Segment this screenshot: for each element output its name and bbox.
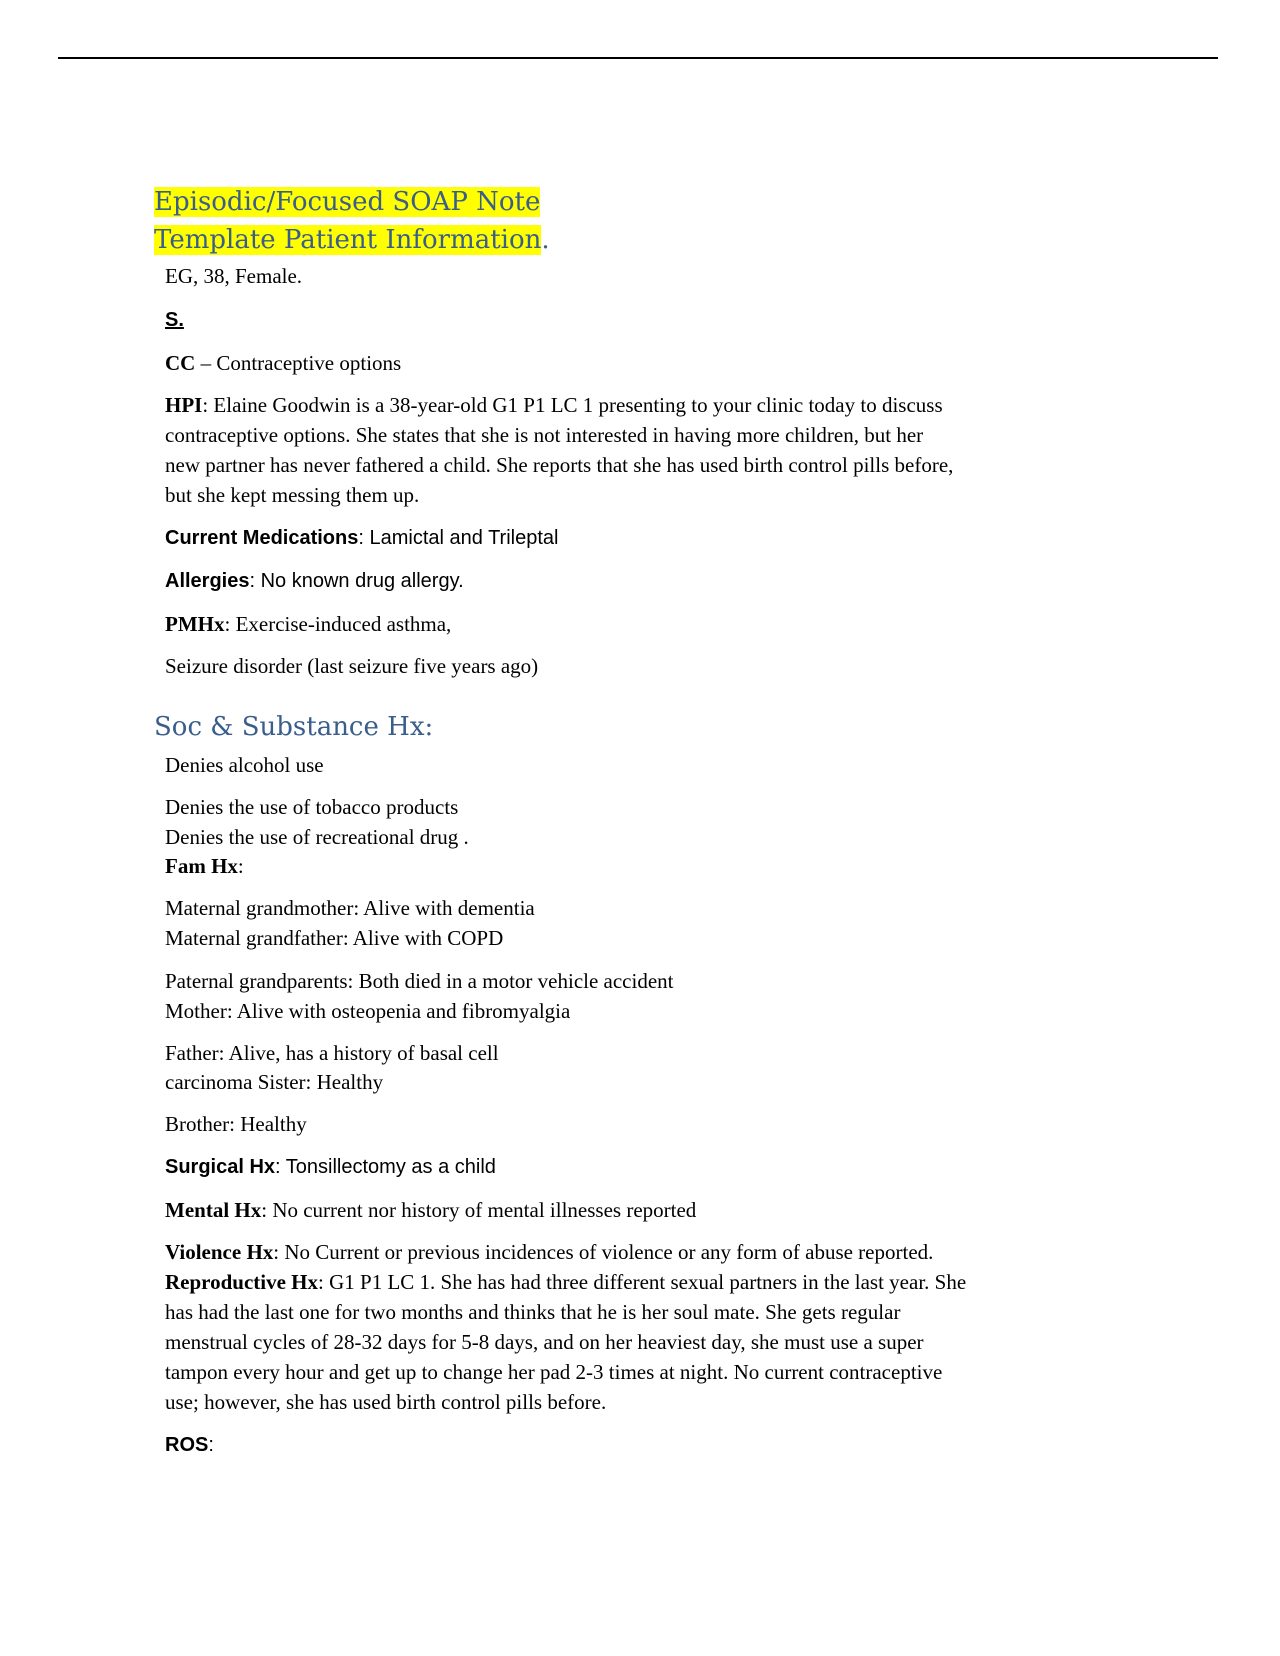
hpi-line: new partner has never fathered a child. She reports that she has used birth control pills before, [165, 453, 954, 477]
header-rule [58, 57, 1218, 59]
fam-item: carcinoma Sister: Healthy [165, 1070, 384, 1094]
document-title-line2: Template Patient Information. [154, 225, 550, 255]
fam-item: Maternal grandmother: Alive with dementia [165, 896, 535, 920]
pmhx-line: Seizure disorder (last seizure five years ago) [165, 654, 539, 678]
allergies: Allergies: No known drug allergy. [165, 570, 464, 592]
hpi: HPI: Elaine Goodwin is a 38-year-old G1 P1 LC 1 presenting to your clinic today to discuss [165, 393, 943, 417]
fam-item: Maternal grandfather: Alive with COPD [165, 926, 504, 950]
fam-item: Father: Alive, has a history of basal cell [165, 1041, 499, 1065]
reproductive-line: use; however, she has used birth control pills before. [165, 1390, 607, 1414]
fam-item: Mother: Alive with osteopenia and fibromyalgia [165, 999, 571, 1023]
mental-hx: Mental Hx: No current nor history of mental illnesses reported [165, 1198, 697, 1222]
soc-item: Denies the use of recreational drug . [165, 825, 469, 849]
reproductive-line: has had the last one for two months and thinks that he is her soul mate. She gets regular [165, 1300, 901, 1324]
surgical-hx: Surgical Hx: Tonsillectomy as a child [165, 1156, 496, 1178]
ros-heading: ROS: [165, 1434, 214, 1456]
fam-item: Paternal grandparents: Both died in a motor vehicle accident [165, 969, 674, 993]
reproductive-hx: Reproductive Hx: G1 P1 LC 1. She has had three different sexual partners in the last year. She [165, 1270, 967, 1294]
chief-complaint: CC – Contraceptive options [165, 351, 402, 375]
reproductive-line: menstrual cycles of 28-32 days for 5-8 days, and on her heaviest day, she must use a super [165, 1330, 924, 1354]
soc-item: Denies the use of tobacco products [165, 795, 459, 819]
fam-item: Brother: Healthy [165, 1112, 307, 1136]
violence-hx: Violence Hx: No Current or previous incidences of violence or any form of abuse reported. [165, 1240, 934, 1264]
hpi-line: contraceptive options. She states that she is not interested in having more children, but her [165, 423, 924, 447]
pmhx: PMHx: Exercise-induced asthma, [165, 612, 452, 636]
document-title: Episodic/Focused SOAP Note [154, 187, 541, 217]
soc-item: Denies alcohol use [165, 753, 324, 777]
subjective-heading: S. [165, 309, 184, 331]
soc-substance-heading: Soc & Substance Hx: [154, 712, 434, 742]
fam-hx-heading: Fam Hx: [165, 854, 244, 878]
current-medications: Current Medications: Lamictal and Trileptal [165, 527, 559, 549]
hpi-line: but she kept messing them up. [165, 483, 420, 507]
patient-info: EG, 38, Female. [165, 264, 303, 288]
reproductive-line: tampon every hour and get up to change her pad 2-3 times at night. No current contraceptive [165, 1360, 943, 1384]
